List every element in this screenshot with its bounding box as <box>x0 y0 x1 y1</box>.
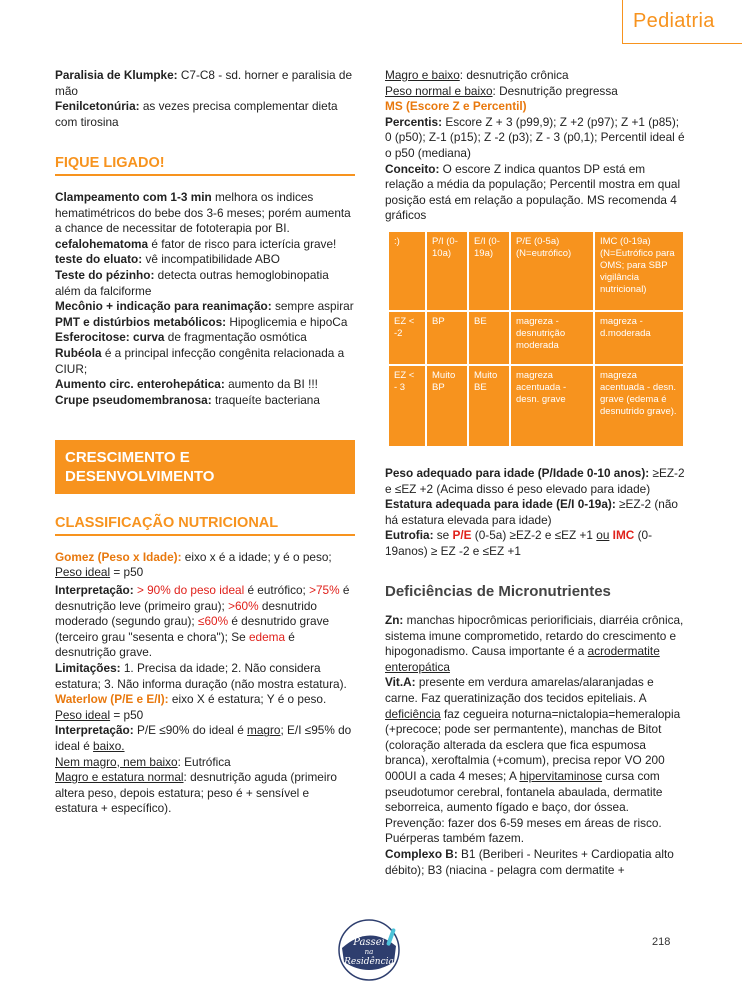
table-header-cell: E/I (0-19a) <box>469 232 509 310</box>
percentis-paragraph: Percentis: Escore Z + 3 (p99,9); Z +2 (p97); Z +1 (p85); 0 (p50); Z-1 (p15); Z -2 (p3); Z - 3 (p0,1); Percentil ideal é o p50 (mediana) <box>385 114 685 160</box>
table-row <box>389 366 683 446</box>
classificacao-title: CLASSIFICAÇÃO NUTRICIONAL <box>55 516 355 536</box>
meconio-paragraph: Mecônio + indicação para reanimação: sempre aspirar <box>55 299 354 314</box>
magro-estatura-paragraph: Magro e estatura normal: desnutrição aguda (primeiro altera peso, depois estatura; peso é + sensível e estatura + específico). <box>55 770 337 816</box>
table-header-row <box>389 232 683 310</box>
vita-paragraph: Vit.A: presente em verdura amarelas/alaranjadas e carne. Faz queratinização dos tecidos epiteliais. A deficiência faz cegueira noturna=nictalopia=hemeralopia (+precoce; pode ser permantente), manchas de Bitot (coloração alterada da esclera que fica espumosa branca), xeroftalmia (+comum), precisa repor VO 200 000UI a cada 4 meses; A hipervitaminose cursa com pseudotumor cerebral, fontanela abaulada, dermatite seborreica, aumento fígado e baço, dor óssea. Prevenção: fazer dos 6-59 meses em áreas de risco. Puérperas também fazem. <box>385 675 681 846</box>
table-cell: EZ < -2 <box>389 312 425 364</box>
header-tab <box>622 0 742 44</box>
nem-magro-paragraph: Nem magro, nem baixo: Eutrófica <box>55 754 231 769</box>
gomez-paragraph: Gomez (Peso x Idade): eixo x é a idade; y é o peso; Peso ideal = p50 <box>55 549 332 580</box>
crupe-paragraph: Crupe pseudomembranosa: traqueíte bacteriana <box>55 392 320 407</box>
right-column <box>385 68 685 878</box>
table-row <box>389 312 683 364</box>
passei-na-residencia-logo <box>334 918 404 982</box>
complexo-b-paragraph: Complexo B: B1 (Beriberi - Neurites + Cardiopatia alto débito); B3 (niacina - pelagra com dermatite + <box>385 847 674 877</box>
table-cell: BE <box>469 312 509 364</box>
table-cell: magreza acentuada - desn. grave <box>511 366 593 446</box>
eluato-paragraph: teste do eluato: vê incompatibilidade ABO <box>55 252 280 267</box>
peso-adequado-paragraph: Peso adequado para idade (P/Idade 0-10 anos): ≥EZ-2 e ≤EZ +2 (Acima disso é peso elevado para idade) <box>385 465 685 496</box>
interpretacao2-paragraph: Interpretação: P/E ≤90% do ideal é magro; E/I ≤95% do ideal é baixo. <box>55 723 352 753</box>
pezinho-paragraph: Teste do pézinho: detecta outras hemoglobinopatia além da falciforme <box>55 267 329 298</box>
clamp-paragraph: Clampeamento com 1-3 min melhora os indices hematimétricos do bebe dos 3-6 meses; porém aumenta a chance de necessitar de fototerapia por BI. <box>55 189 351 236</box>
interpretacao-paragraph: Interpretação: > 90% do peso ideal é eutrófico; >75% é desnutrição leve (primeiro grau); >60% desnutrido moderado (segundo grau); ≤60% é desnutrido grave (terceiro grau "sesenta e chora"); Se edema é desnutrição grave. <box>55 583 350 660</box>
zn-paragraph: Zn: manchas hipocrômicas periorificiais, diarréia crônica, sistema imune comprometido, retardo do crescimento e hipogonadismo. Causa importante é a acrodermatite enteropática <box>385 613 684 674</box>
peso-normal-paragraph: Peso normal e baixo: Desnutrição pregressa <box>385 83 618 98</box>
svg-text:Passei: Passei <box>353 937 385 948</box>
svg-text:na: na <box>364 948 374 956</box>
left-column <box>55 68 355 817</box>
rubeola-paragraph: Rubéola é a principal infecção congênita relacionada a CIUR; <box>55 345 345 376</box>
limitacoes-paragraph: Limitações: 1. Precisa da idade; 2. Não considera estatura; 3. Não informa duração (não mostra estatura). <box>55 661 347 691</box>
table-cell: magreza acentuada - desn. grave (edema é desnutrido grave). <box>595 366 683 446</box>
aumento-paragraph: Aumento circ. enterohepática: aumento da BI !!! <box>55 377 318 392</box>
table-cell: EZ < - 3 <box>389 366 425 446</box>
micronutrientes-title: Deficiências de Micronutrientes <box>385 582 611 600</box>
table-cell: BP <box>427 312 467 364</box>
peso-ideal-paragraph: Peso ideal = p50 <box>55 707 144 722</box>
table-header-cell: P/I (0-10a) <box>427 232 467 310</box>
table-header-cell: :) <box>389 232 425 310</box>
conceito-paragraph: Conceito: O escore Z indica quantos DP está em relação a média da população; Percentil mostra em qual posição está em relação a população. MS recomenda 4 gráficos <box>385 161 681 223</box>
estatura-adequada-paragraph: Estatura adequada para idade (E/I 0-19a): ≥EZ-2 (não há estatura elevada para idade) <box>385 497 678 527</box>
table-header-cell: IMC (0-19a) (N=Eutrófico para OMS; para SBP vigilância nutricional) <box>595 232 683 310</box>
ms-title: MS (Escore Z e Percentil) <box>385 99 527 114</box>
pmt-paragraph: PMT e distúrbios metabólicos: Hipoglicemia e hipoCa <box>55 314 348 329</box>
cefalo-paragraph: cefalohematoma é fator de risco para icterícia grave! <box>55 236 337 251</box>
page-number: 218 <box>652 936 671 948</box>
fenil-paragraph: Fenilcetonúria: as vezes precisa complementar dieta com tirosina <box>55 99 338 129</box>
magro-baixo-paragraph: Magro e baixo: desnutrição crônica <box>385 68 569 82</box>
table-cell: Muito BP <box>427 366 467 446</box>
crescimento-banner: CRESCIMENTO E DESENVOLVIMENTO <box>55 440 355 494</box>
esfero-paragraph: Esferocitose: curva de fragmentação osmótica <box>55 330 307 345</box>
svg-text:Residência: Residência <box>344 957 394 967</box>
nutrition-table <box>387 230 685 448</box>
page-section-title: Pediatria <box>633 10 715 32</box>
fique-ligado-title: FIQUE LIGADO! <box>55 156 355 176</box>
table-cell: Muito BE <box>469 366 509 446</box>
waterlow-paragraph: Waterlow (P/E e E/I): eixo X é estatura; Y é o peso. <box>55 692 327 707</box>
table-cell: magreza - d.moderada <box>595 312 683 364</box>
table-header-cell: P/E (0-5a) (N=eutrófico) <box>511 232 593 310</box>
klumpke-paragraph: Paralisia de Klumpke: C7-C8 - sd. horner e paralisia de mão <box>55 68 353 98</box>
table-cell: magreza - desnutrição moderada <box>511 312 593 364</box>
eutrofia-paragraph: Eutrofia: se P/E (0-5a) ≥EZ-2 e ≤EZ +1 ou IMC (0-19anos) ≥ EZ -2 e ≤EZ +1 <box>385 528 652 558</box>
